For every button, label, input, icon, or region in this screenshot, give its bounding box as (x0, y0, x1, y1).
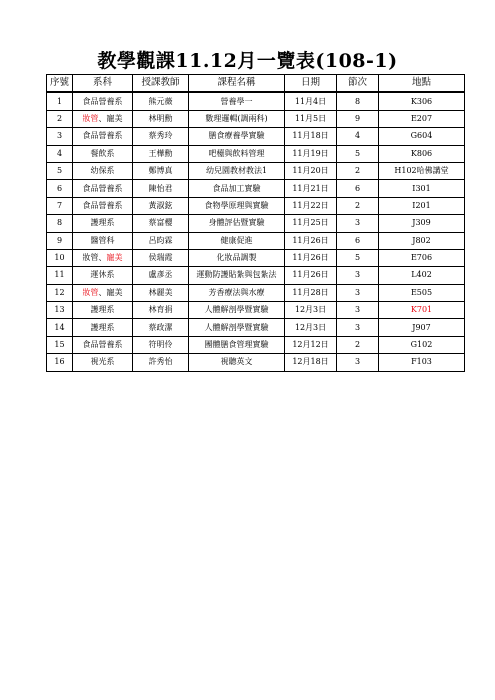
cell-teacher: 黃淑鉉 (133, 197, 189, 214)
cell-dept (73, 336, 133, 353)
cell-place-text: G102 (410, 340, 433, 350)
cell-place (379, 302, 465, 319)
cell-no: 2 (47, 110, 73, 127)
cell-teacher: 侯瑞霞 (133, 249, 189, 266)
cell-period: 3 (337, 267, 379, 284)
cell-period: 4 (337, 128, 379, 145)
cell-period: 6 (337, 180, 379, 197)
cell-dept (73, 128, 133, 145)
cell-course: 吧檯與飲料管理 (189, 145, 285, 162)
cell-course: 膳食療養學實驗 (189, 128, 285, 145)
header-no: 序號 (47, 75, 73, 93)
cell-teacher: 盧彥丞 (133, 267, 189, 284)
cell-dept (73, 92, 133, 110)
cell-place (379, 336, 465, 353)
cell-dept (73, 110, 133, 127)
cell-teacher: 林麗美 (133, 284, 189, 301)
header-teacher: 授課教師 (133, 75, 189, 93)
cell-no: 13 (47, 302, 73, 319)
cell-date: 11月21日 (285, 180, 337, 197)
cell-dept-text: 食品營養系 (82, 183, 123, 193)
cell-teacher: 蔡政潔 (133, 319, 189, 336)
cell-place-text: E207 (410, 113, 433, 123)
cell-course: 幼兒園教材教法1 (189, 162, 285, 179)
cell-period: 2 (337, 336, 379, 353)
table-row (47, 302, 465, 319)
cell-place (379, 354, 465, 371)
cell-dept-text: 護理系 (90, 218, 115, 228)
cell-place (379, 162, 465, 179)
cell-dept-text: 食品營養系 (82, 131, 123, 141)
table-row (47, 162, 465, 179)
cell-no: 9 (47, 232, 73, 249)
page-title: 教學觀課11.12月一覽表(108-1) (97, 50, 398, 72)
cell-teacher: 熊元薇 (133, 92, 189, 110)
cell-dept-text: 護理系 (90, 305, 115, 315)
cell-dept-text: 食品營養系 (82, 96, 123, 106)
cell-dept (73, 232, 133, 249)
table-row (47, 180, 465, 197)
cell-dept-text: 視光系 (90, 357, 115, 367)
cell-course: 團體膳食管理實驗 (189, 336, 285, 353)
table-row (47, 110, 465, 127)
cell-period: 3 (337, 302, 379, 319)
cell-dept (73, 284, 133, 301)
cell-date: 11月22日 (285, 197, 337, 214)
table-row (47, 215, 465, 232)
cell-dept-text: 幼保系 (90, 166, 115, 176)
cell-dept-text: 餐飲系 (90, 148, 115, 158)
cell-course: 人體解剖學暨實驗 (189, 319, 285, 336)
cell-date: 11月26日 (285, 267, 337, 284)
cell-period: 9 (337, 110, 379, 127)
header-place: 地點 (379, 75, 465, 93)
table-row (47, 284, 465, 301)
cell-dept (73, 215, 133, 232)
cell-period: 5 (337, 249, 379, 266)
cell-course: 芳香療法與水療 (189, 284, 285, 301)
cell-no: 8 (47, 215, 73, 232)
cell-date: 12月3日 (285, 302, 337, 319)
cell-dept-text: 妝管 (82, 113, 99, 123)
cell-place (379, 128, 465, 145)
table-row (47, 249, 465, 266)
table-row (47, 92, 465, 110)
cell-place-text: J802 (412, 235, 431, 245)
cell-period: 3 (337, 354, 379, 371)
cell-course: 化妝品調製 (189, 249, 285, 266)
cell-dept (73, 302, 133, 319)
cell-place-text: J309 (412, 218, 431, 228)
cell-place (379, 145, 465, 162)
cell-place-text: F103 (411, 357, 432, 367)
cell-dept-text: 護理系 (90, 322, 115, 332)
cell-place (379, 215, 465, 232)
cell-period: 3 (337, 215, 379, 232)
cell-course: 食物學原理與實驗 (189, 197, 285, 214)
cell-period: 5 (337, 145, 379, 162)
cell-place-text: K701 (410, 305, 433, 315)
cell-date: 11月28日 (285, 284, 337, 301)
cell-date: 11月19日 (285, 145, 337, 162)
cell-dept-text: 妝管 (82, 287, 99, 297)
cell-dept (73, 180, 133, 197)
cell-date: 11月20日 (285, 162, 337, 179)
table-row (47, 145, 465, 162)
cell-place (379, 284, 465, 301)
cell-teacher: 鄭博真 (133, 162, 189, 179)
cell-teacher: 王樺勳 (133, 145, 189, 162)
cell-place (379, 197, 465, 214)
cell-dept-text: 寵美 (106, 253, 123, 263)
table-row (47, 336, 465, 353)
cell-dept-text: 、寵美 (98, 287, 123, 297)
cell-no: 10 (47, 249, 73, 266)
cell-teacher: 蔡秀玲 (133, 128, 189, 145)
header-date: 日期 (285, 75, 337, 93)
cell-date: 11月18日 (285, 128, 337, 145)
cell-no: 16 (47, 354, 73, 371)
cell-dept-text: 食品營養系 (82, 340, 123, 350)
cell-dept (73, 197, 133, 214)
cell-date: 11月5日 (285, 110, 337, 127)
cell-period: 2 (337, 162, 379, 179)
cell-no: 6 (47, 180, 73, 197)
cell-period: 3 (337, 319, 379, 336)
cell-teacher: 林育捐 (133, 302, 189, 319)
cell-dept-text: 、寵美 (98, 113, 123, 123)
table-header-row (47, 75, 465, 93)
header-course: 課程名稱 (189, 75, 285, 93)
cell-place (379, 249, 465, 266)
cell-place-text: J907 (412, 322, 431, 332)
cell-no: 3 (47, 128, 73, 145)
cell-period: 8 (337, 92, 379, 110)
cell-course: 運動防護貼紮與包紮法 (189, 267, 285, 284)
table-row (47, 197, 465, 214)
cell-course: 視聽英文 (189, 354, 285, 371)
cell-date: 12月3日 (285, 319, 337, 336)
cell-teacher: 符明伶 (133, 336, 189, 353)
cell-period: 2 (337, 197, 379, 214)
cell-place-text: I201 (412, 200, 431, 210)
cell-place-text: L402 (411, 270, 432, 280)
cell-dept-text: 醫管科 (90, 235, 115, 245)
cell-no: 11 (47, 267, 73, 284)
cell-date: 11月25日 (285, 215, 337, 232)
cell-course: 身體評估暨實驗 (189, 215, 285, 232)
cell-place-text: K806 (410, 148, 433, 158)
cell-dept-text: 、 (98, 253, 107, 263)
cell-place (379, 180, 465, 197)
cell-no: 5 (47, 162, 73, 179)
cell-place-text: G604 (410, 131, 433, 141)
cell-dept (73, 267, 133, 284)
cell-place (379, 319, 465, 336)
cell-teacher: 蔡富櫻 (133, 215, 189, 232)
cell-no: 14 (47, 319, 73, 336)
cell-period: 6 (337, 232, 379, 249)
cell-date: 11月26日 (285, 232, 337, 249)
cell-place (379, 267, 465, 284)
cell-teacher: 許秀怡 (133, 354, 189, 371)
cell-place-text: H102哈佛講堂 (394, 166, 449, 176)
table-row (47, 267, 465, 284)
cell-period: 3 (337, 284, 379, 301)
cell-dept-text: 食品營養系 (82, 200, 123, 210)
cell-no: 1 (47, 92, 73, 110)
table-row (47, 354, 465, 371)
cell-place (379, 92, 465, 110)
cell-date: 12月18日 (285, 354, 337, 371)
cell-place-text: E505 (410, 287, 433, 297)
cell-no: 12 (47, 284, 73, 301)
table-row (47, 232, 465, 249)
cell-date: 11月4日 (285, 92, 337, 110)
cell-dept (73, 319, 133, 336)
table-row (47, 319, 465, 336)
cell-date: 11月26日 (285, 249, 337, 266)
header-dept: 系科 (73, 75, 133, 93)
cell-course: 食品加工實驗 (189, 180, 285, 197)
cell-no: 4 (47, 145, 73, 162)
cell-dept (73, 162, 133, 179)
cell-place-text: I301 (412, 183, 431, 193)
cell-teacher: 呂昀霖 (133, 232, 189, 249)
cell-no: 15 (47, 336, 73, 353)
cell-teacher: 林明勳 (133, 110, 189, 127)
observation-schedule-table (46, 74, 465, 372)
cell-place (379, 110, 465, 127)
cell-dept-text: 妝管 (82, 253, 99, 263)
cell-course: 營養學一 (189, 92, 285, 110)
cell-date: 12月12日 (285, 336, 337, 353)
cell-dept (73, 354, 133, 371)
cell-dept (73, 249, 133, 266)
cell-teacher: 陳怡君 (133, 180, 189, 197)
cell-course: 數理邏輯(調兩科) (189, 110, 285, 127)
cell-course: 健康促進 (189, 232, 285, 249)
cell-place (379, 232, 465, 249)
header-period: 節次 (337, 75, 379, 93)
cell-no: 7 (47, 197, 73, 214)
cell-place-text: E706 (410, 253, 433, 263)
table-row (47, 128, 465, 145)
cell-dept-text: 運休系 (90, 270, 115, 280)
cell-course: 人體解剖學暨實驗 (189, 302, 285, 319)
table-body (47, 92, 465, 371)
cell-dept (73, 145, 133, 162)
cell-place-text: K306 (410, 96, 433, 106)
